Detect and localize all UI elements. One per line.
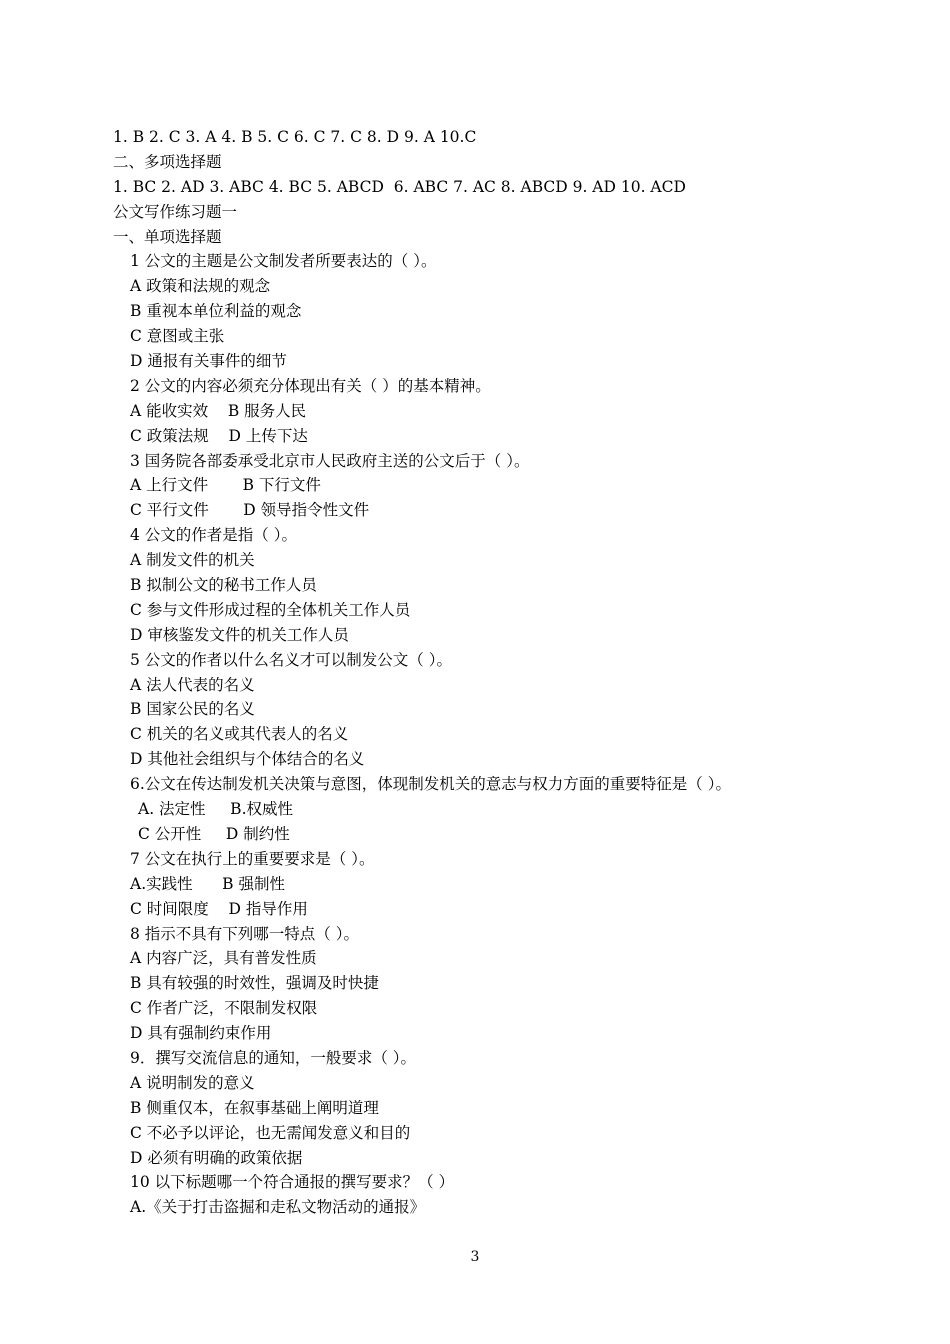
text-line: C 时间限度 D 指导作用: [130, 899, 308, 918]
text-line: C 参与文件形成过程的全体机关工作人员: [130, 600, 411, 619]
text-line: 一、单项选择题: [113, 227, 222, 246]
text-line: 6.公文在传达制发机关决策与意图，体现制发机关的意志与权力方面的重要特征是（ ）。: [130, 775, 731, 794]
text-line: 2 公文的内容必须充分体现出有关（ ）的基本精神。: [130, 376, 491, 395]
text-line: 7 公文在执行上的重要要求是（ ）。: [130, 849, 375, 868]
text-line: D 审核鉴发文件的机关工作人员: [130, 625, 349, 644]
text-line: C 政策法规 D 上传下达: [130, 426, 308, 445]
text-line: D 具有强制约束作用: [130, 1024, 272, 1043]
text-line: A.《关于打击盗掘和走私文物活动的通报》: [130, 1198, 426, 1217]
text-line: 1. B 2. C 3. A 4. B 5. C 6. C 7. C 8. D 9. A 10.C: [113, 128, 477, 146]
text-line: 8 指示不具有下列哪一特点（ ）。: [130, 924, 359, 943]
text-line: B 具有较强的时效性，强调及时快捷: [130, 974, 379, 993]
document-body: [113, 125, 833, 1220]
text-line: B 重视本单位利益的观念: [130, 302, 302, 321]
text-line: A 政策和法规的观念: [130, 277, 271, 296]
text-line: A 内容广泛，具有普发性质: [130, 949, 317, 968]
text-line: C 平行文件 D 领导指令性文件: [130, 501, 370, 520]
text-line: B 国家公民的名义: [130, 700, 255, 719]
text-line: 5 公文的作者以什么名义才可以制发公文（ ）。: [130, 650, 452, 669]
text-line: 二、多项选择题: [113, 152, 222, 171]
page-number: 3: [470, 1249, 480, 1265]
text-line: 公文写作练习题一: [113, 202, 238, 221]
text-line: C 意图或主张: [130, 327, 225, 346]
text-line: 9．撰写交流信息的通知，一般要求（ ）。: [130, 1048, 417, 1067]
text-line: 3 国务院各部委承受北京市人民政府主送的公文后于（ ）。: [130, 451, 530, 470]
text-line: A.实践性 B 强制性: [130, 874, 286, 893]
text-line: 1. BC 2. AD 3. ABC 4. BC 5. ABCD 6. ABC 7. AC 8. ABCD 9. AD 10. ACD: [113, 177, 686, 196]
text-line: C 公开性 D 制约性: [138, 824, 290, 843]
text-line: C 作者广泛，不限制发权限: [130, 999, 318, 1018]
text-line: 1 公文的主题是公文制发者所要表达的（ ）。: [130, 252, 437, 271]
text-line: A 法人代表的名义: [130, 675, 255, 694]
text-line: A 说明制发的意义: [130, 1073, 255, 1092]
text-line: 4 公文的作者是指（ ）。: [130, 526, 297, 545]
text-line: A. 法定性 B.权威性: [138, 800, 294, 819]
text-line: B 拟制公文的秘书工作人员: [130, 576, 317, 595]
text-line: D 其他社会组织与个体结合的名义: [130, 750, 365, 769]
text-line: D 必须有明确的政策依据: [130, 1148, 303, 1167]
text-line: B 侧重仅本，在叙事基础上阐明道理: [130, 1098, 379, 1117]
text-line: D 通报有关事件的细节: [130, 352, 287, 371]
text-line: 10 以下标题哪一个符合通报的撰写要求？（ ）: [130, 1173, 455, 1192]
text-line: C 不必予以评论，也无需闻发意义和目的: [130, 1123, 411, 1142]
text-line: A 制发文件的机关: [130, 551, 255, 570]
text-line: A 上行文件 B 下行文件: [130, 476, 321, 495]
text-line: A 能收实效 B 服务人民: [130, 401, 307, 420]
text-line: C 机关的名义或其代表人的名义: [130, 725, 349, 744]
